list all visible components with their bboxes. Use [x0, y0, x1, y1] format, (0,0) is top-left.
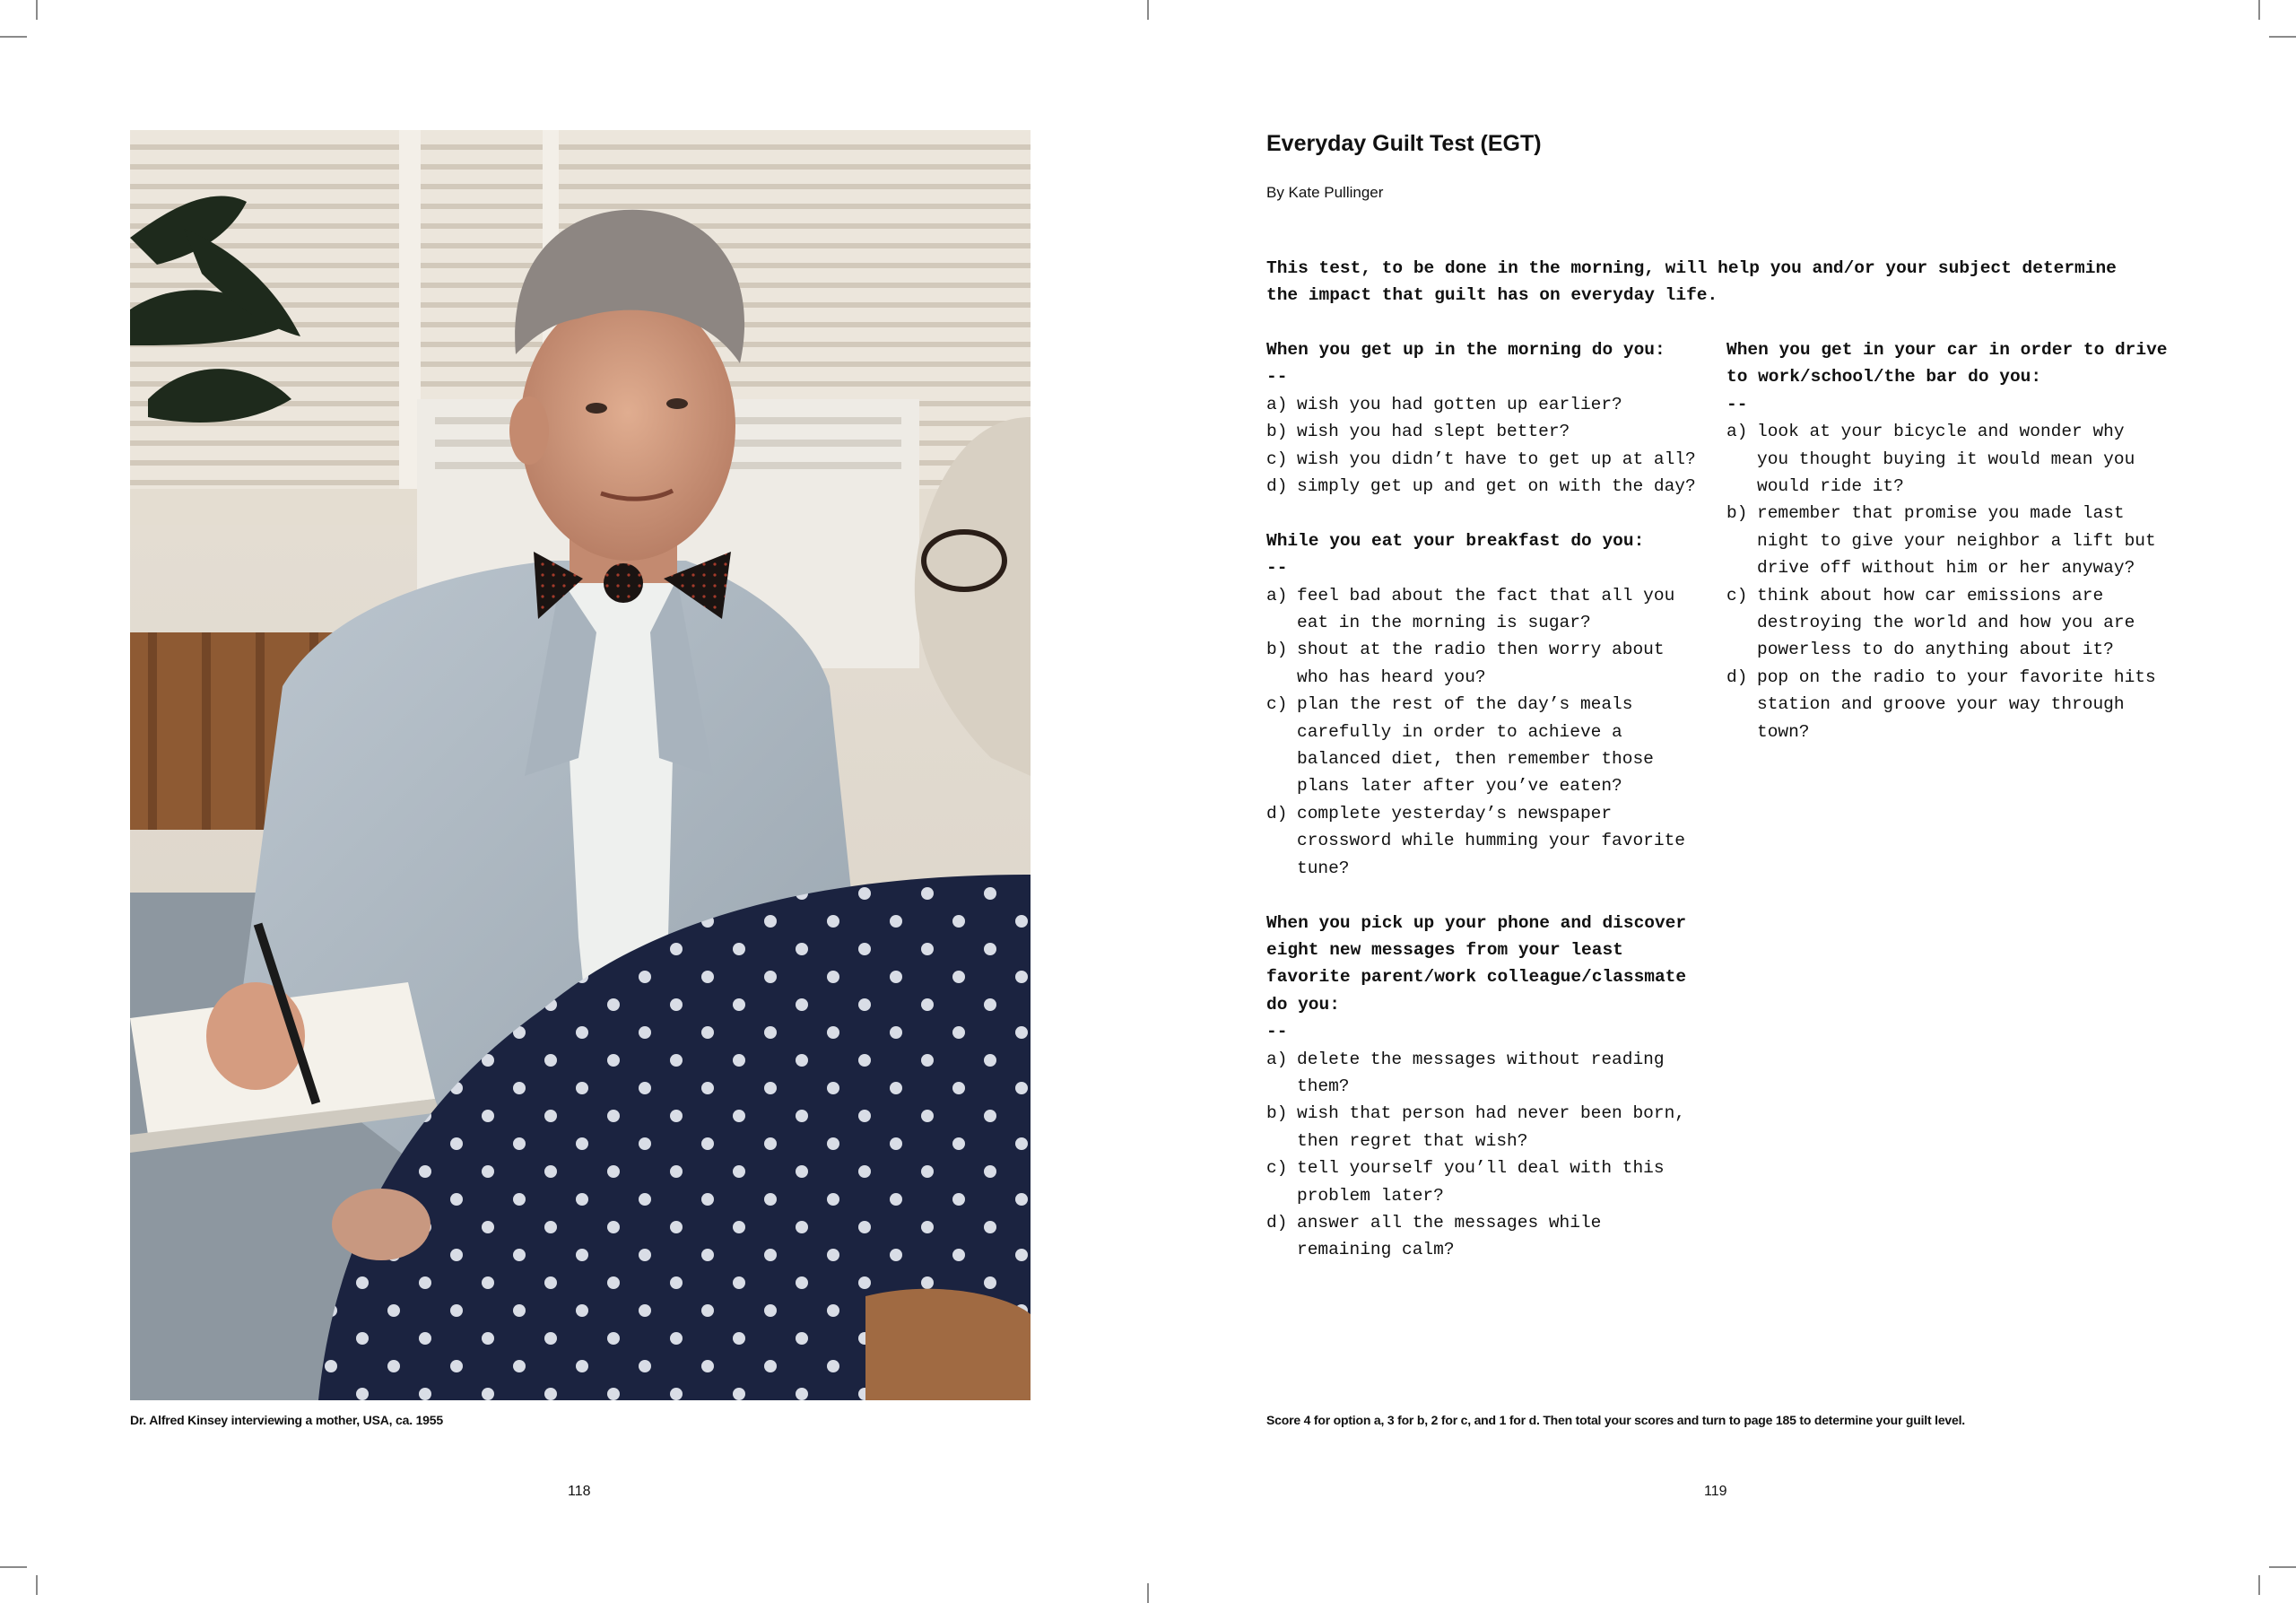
option-text: think about how car emissions are destroying the world and how you are powerless to do anything about it?	[1757, 585, 2135, 660]
crop-mark	[36, 1575, 38, 1595]
option-letter: b)	[1726, 503, 1748, 524]
answer-option	[1726, 664, 2193, 745]
option-letter: b)	[1266, 640, 1288, 660]
option-letter: c)	[1266, 1158, 1288, 1179]
kinsey-photograph	[130, 130, 1031, 1400]
page-number-left: 118	[568, 1484, 591, 1499]
question-text: When you get in your car in order to drive to work/school/the bar do you:	[1726, 340, 2168, 388]
option-text: shout at the radio then worry about who has heard you?	[1297, 640, 1665, 687]
questions-left-column	[1266, 336, 1715, 1291]
question-separator: --	[1726, 394, 1748, 414]
answer-options	[1266, 1046, 1715, 1264]
option-letter: a)	[1726, 422, 1748, 442]
option-letter: b)	[1266, 1103, 1288, 1124]
option-letter: d)	[1726, 666, 1748, 687]
photo-caption: Dr. Alfred Kinsey interviewing a mother, USA, ca. 1955	[130, 1413, 443, 1427]
question-text: While you eat your breakfast do you:	[1266, 530, 1645, 551]
answer-options	[1726, 418, 2193, 745]
crop-mark	[2258, 0, 2260, 20]
option-text: delete the messages without reading them?	[1297, 1049, 1665, 1096]
option-text: complete yesterday’s newspaper crossword while humming your favorite tune?	[1297, 803, 1685, 878]
option-letter: d)	[1266, 803, 1288, 823]
answer-option	[1266, 582, 1715, 637]
option-text: feel bad about the fact that all you eat in the morning is sugar?	[1297, 585, 1675, 633]
article-intro: This test, to be done in the morning, will help you and/or your subject determine the impact that guilt has on everyday life.	[1266, 258, 2117, 306]
answer-option	[1266, 1154, 1715, 1209]
option-letter: a)	[1266, 394, 1288, 414]
option-letter: a)	[1266, 585, 1288, 605]
question-separator: --	[1266, 1022, 1288, 1042]
crop-mark	[0, 36, 27, 38]
option-text: wish you had gotten up earlier?	[1297, 394, 1622, 414]
option-text: wish you had slept better?	[1297, 422, 1570, 442]
answer-options	[1266, 582, 1715, 882]
answer-options	[1266, 391, 1715, 501]
option-text: answer all the messages while remaining calm?	[1297, 1212, 1602, 1260]
option-letter: d)	[1266, 476, 1288, 497]
question-separator: --	[1266, 558, 1288, 579]
crop-mark	[2269, 36, 2296, 38]
crop-mark	[0, 1566, 27, 1568]
answer-option	[1266, 1046, 1715, 1101]
crop-mark	[2269, 1566, 2296, 1568]
option-text: pop on the radio to your favorite hits station and groove your way through town?	[1757, 666, 2156, 742]
question-text: When you get up in the morning do you:	[1266, 340, 1665, 360]
question-text: When you pick up your phone and discover eight new messages from your least favorite parent/work colleague/classmate do you:	[1266, 912, 1687, 1015]
answer-option	[1266, 800, 1715, 882]
question-block	[1266, 336, 1715, 500]
answer-option	[1266, 418, 1715, 445]
option-text: plan the rest of the day’s meals carefully in order to achieve a balanced diet, then remember those plans later after you’ve eaten?	[1297, 694, 1654, 797]
article-title: Everyday Guilt Test (EGT)	[1266, 131, 1542, 156]
question-block	[1266, 910, 1715, 1264]
crop-mark	[36, 0, 38, 20]
question-block	[1726, 336, 2193, 745]
option-letter: a)	[1266, 1049, 1288, 1069]
answer-option	[1266, 473, 1715, 500]
option-text: simply get up and get on with the day?	[1297, 476, 1696, 497]
option-letter: c)	[1726, 585, 1748, 605]
question-separator: --	[1266, 367, 1288, 388]
answer-option	[1726, 418, 2193, 500]
answer-option	[1266, 691, 1715, 800]
answer-option	[1266, 636, 1715, 691]
question-block	[1266, 527, 1715, 882]
option-letter: c)	[1266, 449, 1288, 469]
answer-option	[1726, 582, 2193, 664]
article-byline: By Kate Pullinger	[1266, 184, 1384, 201]
answer-option	[1726, 500, 2193, 581]
crop-mark	[1147, 1583, 1149, 1603]
answer-option	[1266, 1100, 1715, 1154]
option-letter: c)	[1266, 694, 1288, 715]
page-number-right: 119	[1704, 1484, 1727, 1499]
option-letter: b)	[1266, 422, 1288, 442]
answer-option	[1266, 1209, 1715, 1264]
crop-mark	[2258, 1575, 2260, 1595]
questions-right-column	[1726, 336, 2193, 772]
crop-mark	[1147, 0, 1149, 20]
option-text: look at your bicycle and wonder why you thought buying it would mean you would ride it?	[1757, 422, 2135, 497]
answer-option	[1266, 446, 1715, 473]
option-text: tell yourself you’ll deal with this problem later?	[1297, 1158, 1665, 1206]
option-text: wish that person had never been born, then regret that wish?	[1297, 1103, 1685, 1151]
option-letter: d)	[1266, 1212, 1288, 1233]
option-text: remember that promise you made last night to give your neighbor a lift but drive off without him or her anyway?	[1757, 503, 2156, 579]
scoring-note: Score 4 for option a, 3 for b, 2 for c, and 1 for d. Then total your scores and turn to page 185 to determine your guilt level.	[1266, 1413, 1965, 1427]
option-text: wish you didn’t have to get up at all?	[1297, 449, 1696, 469]
answer-option	[1266, 391, 1715, 418]
